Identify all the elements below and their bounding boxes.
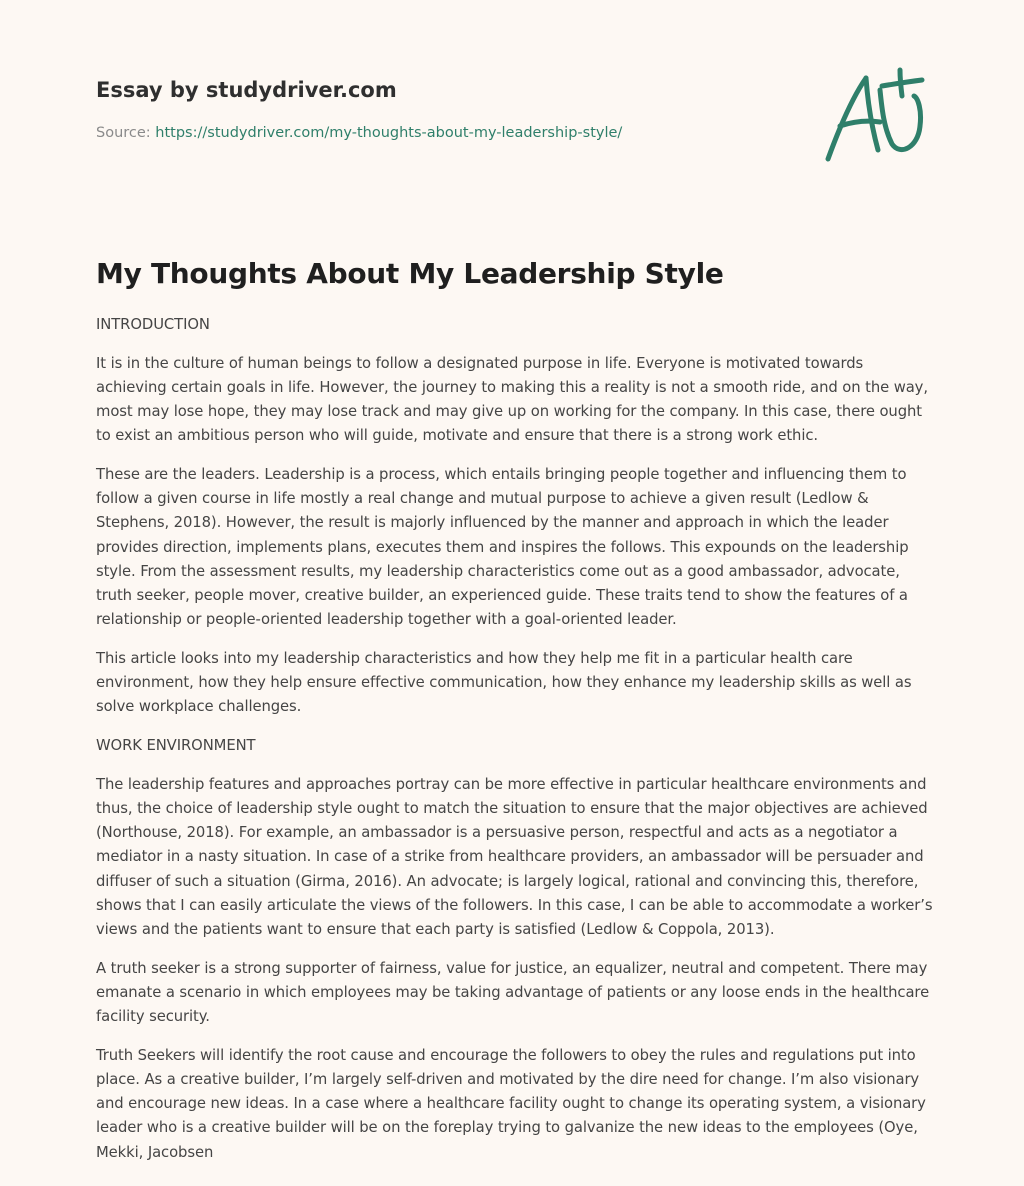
paragraph: This article looks into my leadership characteristics and how they help me fit in a particular health care environment, how they help ensure effective communication, how they enhance my leadership skills as well as solve workplace challenges. (96, 649, 912, 716)
essay-title: My Thoughts About My Leadership Style (96, 257, 724, 290)
section-heading-work-environment: WORK ENVIRONMENT (96, 737, 256, 755)
source-link[interactable]: https://studydriver.com/my-thoughts-about-my-leadership-style/ (155, 125, 623, 141)
source-label: Source: (96, 125, 151, 141)
paragraph: The leadership features and approaches portray can be more effective in particular healthcare environments and thus, the choice of leadership style ought to match the situation to ensure that the major objectives are achieved (Northouse, 2018). For example, an ambassador is a persuasive person, respectful and acts as a negotiator a mediator in a nasty situation. In case of a strike from healthcare providers, an ambassador will be persuader and diffuser of such a situation (Girma, 2016). An advocate; is largely logical, rational and convincing this, therefore, shows that I can easily articulate the views of the followers. In this case, I can be able to accommodate a worker’s views and the patients want to ensure that each party is satisfied (Ledlow & Coppola, 2013). (96, 775, 933, 938)
paragraph: Truth Seekers will identify the root cause and encourage the followers to obey the rules and regulations put into place. As a creative builder, I’m largely self-driven and motivated by the dire need for change. I’m also visionary and encourage new ideas. In a case where a healthcare facility ought to change its operating system, a visionary leader who is a creative builder will be on the foreplay trying to galvanize the new ideas to the employees (Oye, Mekki, Jacobsen (96, 1046, 926, 1161)
section-heading-introduction: INTRODUCTION (96, 316, 210, 333)
a-plus-logo-icon (822, 66, 930, 166)
paragraph: A truth seeker is a strong supporter of fairness, value for justice, an equalizer, neutral and competent. There may emanate a scenario in which employees may be taking advantage of patients or any loose ends in the healthcare facility security. (96, 959, 930, 1026)
paragraph: It is in the culture of human beings to follow a designated purpose in life. Everyone is motivated towards achieving certain goals in life. However, the journey to making this a reality is not a smooth ride, and on the way, most may lose hope, they may lose track and may give up on working for the company. In this case, there ought to exist an ambitious person who will guide, motivate and ensure that there is a strong work ethic. (96, 354, 928, 445)
source-line (96, 123, 796, 143)
essay-content (96, 252, 936, 1179)
site-title: Essay by studydriver.com (96, 78, 397, 102)
paragraph: These are the leaders. Leadership is a process, which entails bringing people together and influencing them to follow a given course in life mostly a real change and mutual purpose to achieve a given result (Ledlow & Stephens, 2018). However, the result is majorly influenced by the manner and approach in which the leader provides direction, implements plans, executes them and inspires the follows. This expounds on the leadership style. From the assessment results, my leadership characteristics come out as a good ambassador, advocate, truth seeker, people mover, creative builder, an experienced guide. These traits tend to show the features of a relationship or people-oriented leadership together with a goal-oriented leader. (96, 466, 909, 629)
page-header (96, 76, 796, 143)
